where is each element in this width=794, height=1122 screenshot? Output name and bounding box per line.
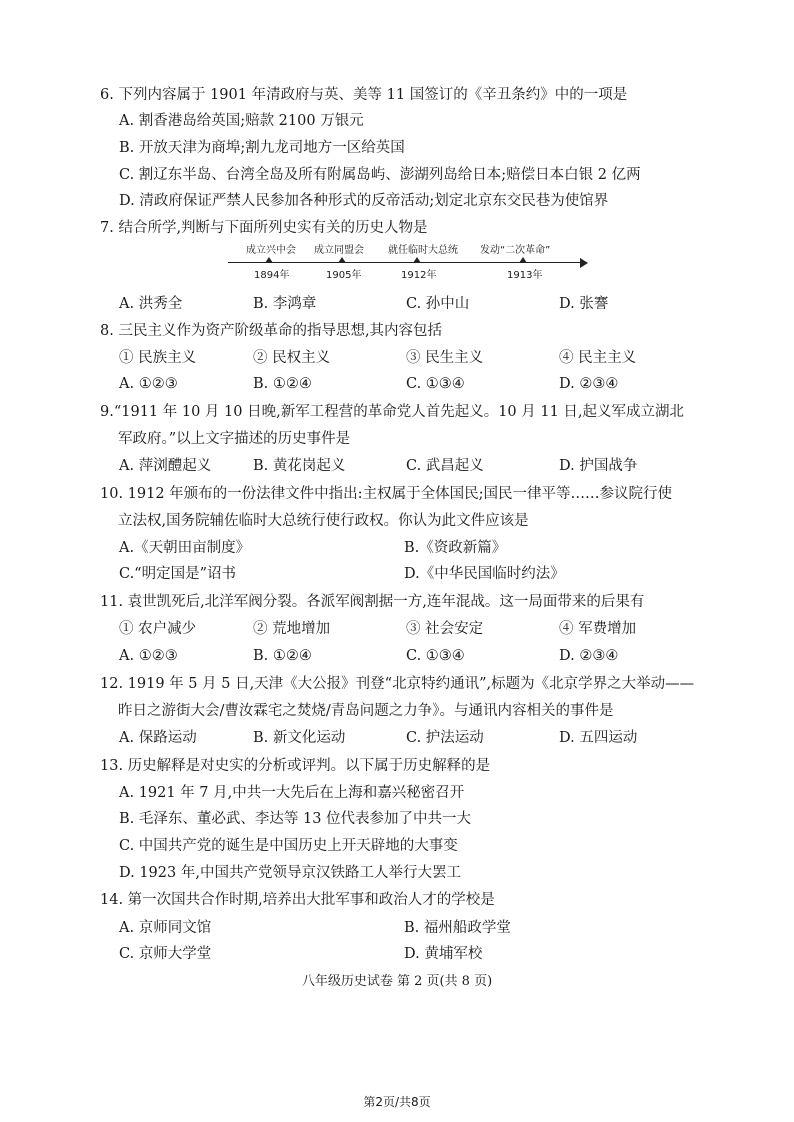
q10-stem-continued: 立法权,国务院辅佐临时大总统行使行政权。你认为此文件应该是	[118, 513, 529, 529]
q8-item: ② 民权主义	[253, 350, 331, 366]
q9-option-c: C. 武昌起义	[406, 458, 484, 474]
q11-item: ④ 军费增加	[559, 621, 637, 637]
q9-option-b: B. 黄花岗起义	[253, 458, 346, 474]
q11-stem: 11. 袁世凯死后,北洋军阀分裂。各派军阀割据一方,连年混战。这一局面带来的后果有	[100, 594, 645, 610]
q13-option-b: B. 毛泽东、董必武、李达等 13 位代表参加了中共一大	[119, 811, 472, 827]
q14-option-c: C. 京师大学堂	[119, 946, 212, 962]
q6-stem: 6. 下列内容属于 1901 年清政府与英、美等 11 国签订的《辛丑条约》中的一项是	[100, 87, 628, 103]
q8-option-b: B. ①②④	[253, 376, 312, 392]
q7-option-b: B. 李鸿章	[253, 296, 317, 312]
q13-option-c: C. 中国共产党的诞生是中国历史上开天辟地的大事变	[119, 838, 458, 854]
q14-stem: 14. 第一次国共合作时期,培养出大批军事和政治人才的学校是	[100, 892, 495, 908]
q10-stem: 10. 1912 年颁布的一份法律文件中指出:主权属于全体国民;国民一律平等……参议院行使	[100, 486, 672, 502]
q12-option-c: C. 护法运动	[406, 730, 484, 746]
q8-option-d: D. ②③④	[559, 376, 619, 392]
q6-option-d: D. 清政府保证严禁人民参加各种形式的反帝活动;划定北京东交民巷为使馆界	[119, 193, 609, 209]
document-page-number: 第2页/共8页	[363, 1095, 431, 1109]
timeline-year: 1912年	[401, 270, 437, 281]
q11-option-b: B. ①②④	[253, 648, 312, 664]
timeline-arrow-icon	[580, 258, 588, 268]
q12-stem: 12. 1919 年 5 月 5 日,天津《大公报》刊登“北京特约通讯”,标题为《北京学界之大举动——	[100, 676, 695, 692]
q7-timeline	[228, 244, 588, 288]
timeline-year: 1894年	[254, 270, 290, 281]
q12-option-a: A. 保路运动	[119, 730, 197, 746]
q6-option-b: B. 开放天津为商埠;割九龙司地方一区给英国	[119, 140, 405, 156]
q8-item: ① 民族主义	[119, 350, 197, 366]
q14-option-b: B. 福州船政学堂	[404, 920, 511, 936]
q13-option-a: A. 1921 年 7 月,中共一大先后在上海和嘉兴秘密召开	[119, 785, 465, 801]
timeline-marker	[265, 257, 273, 263]
timeline-event: 发动“二次革命”	[480, 245, 551, 256]
q10-option-a: A.《天朝田亩制度》	[119, 540, 251, 556]
q10-option-c: C.“明定国是”诏书	[119, 566, 237, 582]
q12-option-b: B. 新文化运动	[253, 730, 346, 746]
q12-option-d: D. 五四运动	[559, 730, 638, 746]
q7-stem: 7. 结合所学,判断与下面所列史实有关的历史人物是	[100, 220, 428, 236]
q7-option-c: C. 孙中山	[406, 296, 470, 312]
q7-option-d: D. 张謇	[559, 296, 609, 312]
q12-stem-continued: 昨日之游街大会/曹汝霖宅之焚烧/青岛问题之力争》。与通讯内容相关的事件是	[118, 703, 614, 719]
q14-option-d: D. 黄埔军校	[404, 946, 483, 962]
timeline-marker	[413, 257, 421, 263]
q14-option-a: A. 京师同文馆	[119, 920, 212, 936]
q10-option-b: B.《资政新篇》	[404, 540, 507, 556]
q11-item: ① 农户减少	[119, 621, 197, 637]
q8-item: ④ 民主主义	[559, 350, 637, 366]
q8-stem: 8. 三民主义作为资产阶级革命的指导思想,其内容包括	[100, 323, 443, 339]
q6-option-a: A. 割香港岛给英国;赔款 2100 万银元	[119, 113, 364, 129]
q9-stem: 9.“1911 年 10 月 10 日晚,新军工程营的革命党人首先起义。10 月 11 日,起义军成立湖北	[100, 404, 685, 420]
q11-option-d: D. ②③④	[559, 648, 619, 664]
q7-option-a: A. 洪秀全	[119, 296, 183, 312]
q6-option-c: C. 割辽东半岛、台湾全岛及所有附属岛屿、澎湖列岛给日本;赔偿日本白银 2 亿两	[119, 167, 641, 183]
timeline-axis	[228, 262, 586, 263]
q13-stem: 13. 历史解释是对史实的分析或评判。以下属于历史解释的是	[100, 758, 491, 774]
q8-option-a: A. ①②③	[119, 376, 178, 392]
q11-item: ③ 社会安定	[406, 621, 484, 637]
q13-option-d: D. 1923 年,中国共产党领导京汉铁路工人举行大罢工	[119, 865, 461, 881]
q8-option-c: C. ①③④	[406, 376, 465, 392]
timeline-event: 成立兴中会	[246, 245, 296, 256]
timeline-year: 1913年	[507, 270, 543, 281]
timeline-year: 1905年	[326, 270, 362, 281]
timeline-marker	[338, 257, 346, 263]
timeline-event: 就任临时大总统	[388, 245, 458, 256]
timeline-event: 成立同盟会	[314, 245, 364, 256]
q9-option-d: D. 护国战争	[559, 458, 638, 474]
q9-option-a: A. 萍浏醴起义	[119, 458, 212, 474]
q11-option-c: C. ①③④	[406, 648, 465, 664]
q9-stem-continued: 军政府。”以上文字描述的历史事件是	[118, 431, 351, 447]
q11-item: ② 荒地增加	[253, 621, 331, 637]
q10-option-d: D.《中华民国临时约法》	[404, 566, 565, 582]
q11-option-a: A. ①②③	[119, 648, 178, 664]
q8-item: ③ 民生主义	[406, 350, 484, 366]
exam-page-footer: 八年级历史试卷 第 2 页(共 8 页)	[301, 974, 493, 989]
timeline-marker	[519, 257, 527, 263]
